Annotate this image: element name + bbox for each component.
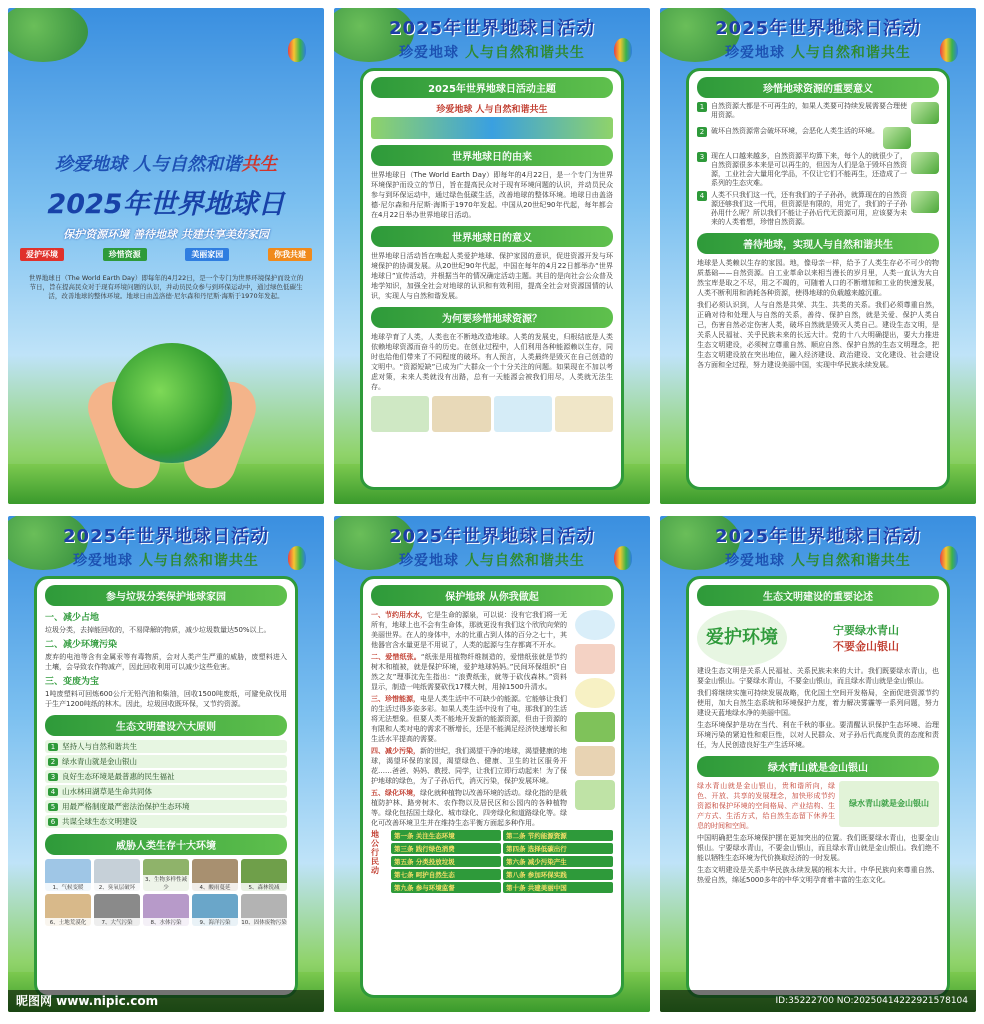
content-card — [686, 68, 950, 490]
section-bar: 威胁人类生存十大环境 — [45, 834, 287, 855]
section-text: 废弃的电池等含有金属汞等有毒物质，会对人类产生严重的威胁，废塑料进入土壤，会导致农作物减产，因此回收利用可以减少这些危害。 — [45, 653, 287, 671]
threats-grid — [37, 859, 295, 926]
list-item: 3 现在人口越来越多，自然资源平均算下来，每个人的就很少了，自然资源很多本来是可以再生的，但因为人们是急于毁坏自然资源，工业社会大量用化学品，不仅让它们不能再生，还造成了一系列的生态灾难。 — [689, 152, 947, 188]
section-text: 世界地球日活动旨在唤起人类爱护地球、保护家园的意识，促进资源开发与环境保护的协调发展。从20世纪90年代起，中国在每年的4月22日都举办“世界地球日”宣传活动，并根据当年的情况确定活动主题。其目的是向社会公众普及地学知识，加强全社会对地球的认识和有效利用，提高全社会对资源国情的认识，实现人与自然和谐发展。 — [371, 252, 613, 300]
tag: 珍惜资源 — [103, 248, 147, 261]
section-text: 生态环境保护是功在当代、利在千秋的事业。要清醒认识保护生态环境、治理环境污染的紧迫性和艰巨性，以对人民群众、对子孙后代高度负责的态度和责任，为人民创造良好生产生活环境。 — [697, 721, 939, 749]
side-vertical-text: 地 公 行 民 动 — [371, 830, 379, 875]
threat-photo: 6、土地荒漠化 — [45, 894, 91, 926]
section-text: 我们将继续实施可持续发展战略，优化国土空间开发格局，全面促进资源节约使用，加大自然生态系统和环境保护力度，着力解决雾霾等一系列问题，努力建设天蓝地绿水净的美丽中国。 — [697, 689, 939, 717]
section-bar: 世界地球日的由来 — [371, 145, 613, 166]
threat-photo: 9、海洋污染 — [192, 894, 238, 926]
cover-subtitle: 保护资源环境 善待地球 共建共享美好家园 — [63, 228, 269, 241]
lightbulb-icon — [575, 678, 615, 708]
section-bar: 生态文明建设六大原则 — [45, 715, 287, 736]
paper-icon — [575, 644, 615, 674]
tip-item: 四、减少污染，新的世纪，我们渴望干净的地球，渴望健康的地球，渴望环保的家园，渴望绿色、健康、卫生的社区服务开花……爸爸、妈妈、教授、同学，让我们立即行动起来！为了保护地球的绿色，为了子孙后代，消灭污染，保护发展环境。 — [371, 747, 567, 785]
section-text: 地球是人类赖以生存的家园。地，像母亲一样，给予了人类生存必不可少的物质基础——自然资源。自工业革命以来相当漫长的岁月里，人类一直认为大自然宝库是取之不尽，用之不竭的，可随着人口的不断增加和工业的快速发展，人类不断利用和消耗各种资源，使得地球的负载越来越沉重。 — [697, 259, 939, 297]
section-text: 生态文明建设是关系中华民族永续发展的根本大计。中华民族向来尊重自然、热爱自然，绵延5000多年的中华文明孕育着丰富的生态文化。 — [697, 866, 939, 884]
section-text: 中国明确把生态环境保护摆在更加突出的位置。我们既要绿水青山，也要金山银山。宁要绿水青山，不要金山银山，而且绿水青山就是金山银山。我们绝不能以牺牲生态环境为代价换取经济的一时发展。 — [697, 834, 939, 862]
rule-item: 1 坚持人与自然和谐共生 — [45, 740, 287, 753]
recycle-icon — [883, 127, 911, 149]
hot-air-balloon-icon — [614, 546, 632, 570]
section-bar: 善待地球，实现人与自然和谐共生 — [697, 233, 939, 254]
hot-air-balloon-icon — [288, 38, 306, 62]
tag: 爱护环境 — [20, 248, 64, 261]
section-text: 建设生态文明是关系人民福祉、关系民族未来的大计。我们既要绿水青山，也要金山银山。宁要绿水青山，不要金山银山，而且绿水青山就是金山银山。 — [697, 667, 939, 685]
tip-item: 五、绿化环境，绿化就种植物以改善环境的活动。绿化指的是栽植防护林、路旁树木、农作物以及居民区和公园内的各种植物等。绿化包括国土绿化、城市绿化、四旁绿化和道路绿化等。绿化可改善环境卫生并在维持生态平衡方面起多种作用。 — [371, 789, 567, 827]
content-card — [360, 68, 624, 490]
section-head: 一、减少占地 — [45, 613, 100, 623]
poster-subtitle: 珍爱地球 人与自然和谐共生 — [399, 45, 585, 61]
rule-slogan: 第一条 关注生态环境 — [391, 830, 501, 841]
section-text: 垃圾分类，去掉能回收的，不易降解的物质，减少垃圾数量达50%以上。 — [45, 626, 271, 634]
poster-title: 2025年世界地球日活动 — [714, 18, 922, 39]
poster-cover — [8, 8, 324, 504]
water-icon — [575, 610, 615, 640]
poster-title: 2025年世界地球日活动 — [388, 18, 596, 39]
rule-slogan: 第三条 践行绿色消费 — [391, 843, 501, 854]
rule-slogan: 第十条 共建美丽中国 — [503, 882, 613, 893]
threat-photo: 7、大气污染 — [94, 894, 140, 926]
rule-slogan: 第四条 选择低碳出行 — [503, 843, 613, 854]
leaves-decoration — [8, 8, 88, 62]
rule-slogan: 第九条 参与环境监督 — [391, 882, 501, 893]
threat-photo: 8、水体污染 — [143, 894, 189, 926]
poster-subtitle: 珍爱地球 人与自然和谐共生 — [725, 553, 911, 569]
threat-photo: 3、生物多样性减少 — [143, 859, 189, 891]
threat-photo: 10、固体废物污染 — [241, 894, 287, 926]
illustration — [494, 396, 552, 432]
theme-text: 珍爱地球 人与自然和谐共生 — [436, 105, 548, 115]
poster-protect-earth — [334, 516, 650, 1012]
rule-item: 5 用最严格制度最严密法治保护生态环境 — [45, 800, 287, 813]
green-banner: 绿水青山就是金山银山 — [839, 781, 939, 827]
ten-rules-grid — [391, 830, 613, 893]
content-card — [686, 576, 950, 998]
section-head: 二、减少环境污染 — [45, 640, 118, 650]
cover-intro: 世界地球日（The World Earth Day）即每年的4月22日，是一个专门为世界环境保护而设立的节日，旨在提高民众对于现有环境问题的认识，并动员民众参与到环保运动中，通过绿色低碳生活，改善地球的整体环境。地球日由盖洛德·尼尔森和丹尼斯·海斯于1970年发起。 — [28, 274, 304, 300]
town-illustration — [371, 117, 613, 139]
poster-ecological-civilization — [660, 516, 976, 1012]
tip-item: 二、爱惜纸张。“纸张是用植物纤维制造的，爱惜纸张就是节约树木和植被，就是保护环境，爱护地球妈妈。”民间环保组织“自然之友”理事沈先生指出：“浪费纸张，就等于砍伐森林。”资料显示，制造一吨纸需要砍伐17棵大树，用掉1500升清水。 — [371, 653, 567, 691]
rule-item: 6 共谋全球生态文明建设 — [45, 815, 287, 828]
illustration — [432, 396, 490, 432]
forest-icon — [575, 712, 615, 742]
watermark-bar: 昵图网 www.nipic.com — [8, 990, 324, 1012]
protect-environment-icon — [575, 780, 615, 810]
poster-subtitle: 珍爱地球 人与自然和谐共生 — [399, 553, 585, 569]
earth-globe-icon — [112, 343, 232, 463]
rule-slogan: 第七条 呵护自然生态 — [391, 869, 501, 880]
threat-photo: 4、酸雨蔓延 — [192, 859, 238, 891]
tree-icon — [911, 152, 939, 174]
threat-photo: 5、森林锐减 — [241, 859, 287, 891]
grass-text-icon — [911, 191, 939, 213]
list-item: 4 人类不只我们这一代，还有我们的子子孙孙，就算现在的自然资源还够我们这一代用，但资源是有限的，用完了，我们的子子孙孙用什么呢？所以我们不能让子孙后代无资源可用，应该要为未来的人类着想，珍惜自然资源。 — [689, 191, 947, 227]
cover-main-title: 2025年世界地球日 — [47, 189, 285, 220]
list-item: 2 破坏自然资源常会破坏环境，会恶化人类生活的环境。 — [689, 127, 947, 149]
section-bar: 珍惜地球资源的重要意义 — [697, 77, 939, 98]
illustration — [555, 396, 613, 432]
rule-item: 2 绿水青山就是金山银山 — [45, 755, 287, 768]
tag: 美丽家园 — [185, 248, 229, 261]
windmill-icon — [575, 746, 615, 776]
hot-air-balloon-icon — [940, 546, 958, 570]
leaf-icon — [911, 102, 939, 124]
cover-slogan: 珍爱地球 人与自然和谐共生 — [54, 154, 278, 175]
section-bar: 为何要珍惜地球资源？ — [371, 307, 613, 328]
poster-title: 2025年世界地球日活动 — [388, 526, 596, 547]
rule-item: 4 山水林田湖草是生命共同体 — [45, 785, 287, 798]
tag: 你我共建 — [268, 248, 312, 261]
quote-block: 宁要绿水青山 不要金山银山 — [833, 624, 899, 653]
section-text: 地球孕育了人类，人类也在不断地改造地球。人类的发展史，归根结底是人类依赖地球资源而奋斗的历史。在创业过程中，人们利用各种能源赖以生存，同时也给他们带来了不同程度的破坏。有人预言，人类最终是毁灭在自己创造的文明中。“资源短缺”已成为广大群众一个十分关注的问题。如果现在不加以考虑对策，未来人类就没有出路，总有一天能源会被我们用尽，人类就无法生存。 — [371, 333, 613, 391]
rule-slogan: 第二条 节约能源资源 — [503, 830, 613, 841]
section-text: 世界地球日（The World Earth Day）即每年的4月22日，是一个专门为世界环境保护而设立的节日，旨在提高民众对于现有环境问题的认识，并动员民众参与到环保运动中，通过绿色低碳生活，改善地球的整体环境。地球日由盖洛德·尼尔森和丹尼斯·海斯于1970年发起。中国从20世纪90年代起，每年都会在4月22日举办世界地球日活动。 — [371, 171, 613, 219]
illustration — [371, 396, 429, 432]
tip-item: 三、珍惜能源，电是人类生活中不可缺少的能源。它能够让我们的生活过得多姿多彩。如果人类生活中没有了电，那我们的生活将无法想象。但要人类不能地开发新的能源资源，但由于资源的有限和人类对电的需求不断增长，还是不能满足经济快速增长和生活水平提高的需要。 — [371, 695, 567, 743]
protect-environment-badge: 爱护环境 — [697, 610, 787, 666]
section-bar: 生态文明建设的重要论述 — [697, 585, 939, 606]
section-bar: 世界地球日的意义 — [371, 226, 613, 247]
list-item: 1 自然资源大都是不可再生的，如果人类要可持续发展需要合理使用资源。 — [689, 102, 947, 124]
rule-item: 3 良好生态环境是最普惠的民生福祉 — [45, 770, 287, 783]
poster-title: 2025年世界地球日活动 — [62, 526, 270, 547]
section-bar: 绿水青山就是金山银山 — [697, 756, 939, 777]
rule-slogan: 第六条 减少污染产生 — [503, 856, 613, 867]
poster-subtitle: 珍爱地球 人与自然和谐共生 — [73, 553, 259, 569]
highlight-text: 绿水青山就是金山银山，贵和谐所向，绿色、开放、共享的发展理念，加快形成节约资源和保护环境的空间格局、产业结构、生产方式、生活方式，给自然生态留下休养生息的时间和空间。 — [697, 782, 835, 830]
cover-tags — [20, 248, 312, 261]
content-card — [34, 576, 298, 998]
tip-icons — [575, 610, 621, 830]
section-text: 1吨废塑料可回炼600公斤无铅汽油和柴油，回收1500吨废纸，可避免砍伐用于生产1200吨纸的林木。因此，垃圾回收既环保，又节约资源。 — [45, 690, 287, 708]
watermark-bar: ID:35222700 NO:20250414222921578104 — [660, 990, 976, 1012]
rule-slogan: 第五条 分类投放垃圾 — [391, 856, 501, 867]
section-text: 我们必须认识到，人与自然是共荣、共生、共类的关系。我们必须尊重自然，正确对待和处理人与自然的关系，善待、保护自然，就是关爱、保护人类自己，伤害自然必定伤害人类，破坏自然就是毁灭人类自己。建设生态文明，是关系人民福祉、关乎民族未来的长远大计。党的十八大明确提出，要大力推进生态文明建设，必须树立尊重自然、顺应自然、保护自然的生态文明理念，把生态文明建设放在突出地位，融入经济建设、政治建设、文化建设、社会建设各方面和全过程，努力建设美丽中国，实现中华民族永续发展。 — [697, 301, 939, 369]
poster-title: 2025年世界地球日活动 — [714, 526, 922, 547]
hot-air-balloon-icon — [614, 38, 632, 62]
section-head: 三、变废为宝 — [45, 677, 100, 687]
section-bar: 参与垃圾分类保护地球家园 — [45, 585, 287, 606]
poster-subtitle: 珍爱地球 人与自然和谐共生 — [725, 45, 911, 61]
hot-air-balloon-icon — [940, 38, 958, 62]
poster-garbage-sorting — [8, 516, 324, 1012]
rules-list — [37, 740, 295, 828]
threat-photo: 2、臭氧层破坏 — [94, 859, 140, 891]
illustration-row — [363, 394, 621, 434]
grass-decoration — [8, 464, 324, 504]
poster-resources — [660, 8, 976, 504]
rule-slogan: 第八条 参加环保实践 — [503, 869, 613, 880]
hot-air-balloon-icon — [288, 546, 306, 570]
section-bar: 保护地球 从你我做起 — [371, 585, 613, 606]
threat-photo: 1、气候变暖 — [45, 859, 91, 891]
tip-item: 一、节约用水水，它是生命的源泉，可以说：没有它我们将一无所有，地球上也不会有生命体，那就更没有我们这个欣欣向荣的美丽世界。在人的身体中，水的比重占到人体的百分之七十，其他器官含水量更是不用说了，人类的起源与生存都离不开水。 — [371, 611, 567, 649]
poster-earth-day-origin — [334, 8, 650, 504]
content-card — [360, 576, 624, 998]
section-bar: 2025年世界地球日活动主题 — [371, 77, 613, 98]
